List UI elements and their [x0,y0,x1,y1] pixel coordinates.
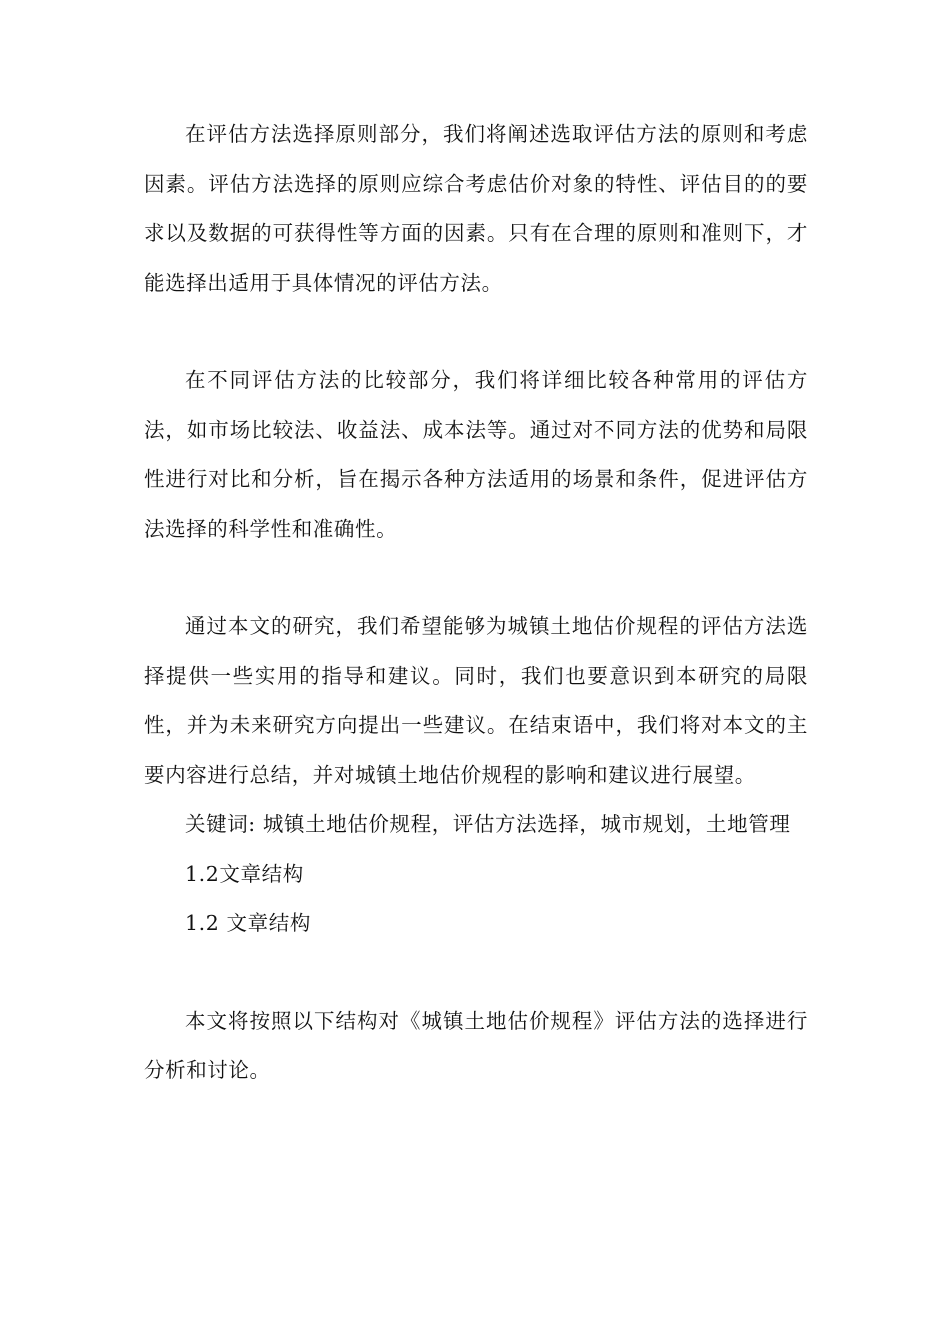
paragraph-method-comparison: 在不同评估方法的比较部分，我们将详细比较各种常用的评估方法，如市场比较法、收益法、成本法等。通过对不同方法的优势和局限性进行对比和分析，旨在揭示各种方法适用的场景和条件，促进评估方法选择的科学性和准确性。 [144,368,808,541]
paragraph-structure-intro: 本文将按照以下结构对《城镇土地估价规程》评估方法的选择进行分析和讨论。 [144,1008,808,1082]
paragraph-research-outlook: 通过本文的研究，我们希望能够为城镇土地估价规程的评估方法选择提供一些实用的指导和建议。同时，我们也要意识到本研究的局限性，并为未来研究方向提出一些建议。在结束语中，我们将对本文的主要内容进行总结，并对城镇土地估价规程的影响和建议进行展望。 [144,614,808,787]
section-heading-2: 1.2 文章结构 [185,911,311,935]
document-body [144,110,808,1096]
keywords-line: 关键词: 城镇土地估价规程，评估方法选择，城市规划，土地管理 [185,812,791,836]
section-heading-1: 1.2文章结构 [185,861,304,886]
paragraph-evaluation-principles: 在评估方法选择原则部分，我们将阐述选取评估方法的原则和考虑因素。评估方法选择的原则应综合考虑估价对象的特性、评估目的的要求以及数据的可获得性等方面的因素。只有在合理的原则和准则下，才能选择出适用于具体情况的评估方法。 [144,122,808,295]
